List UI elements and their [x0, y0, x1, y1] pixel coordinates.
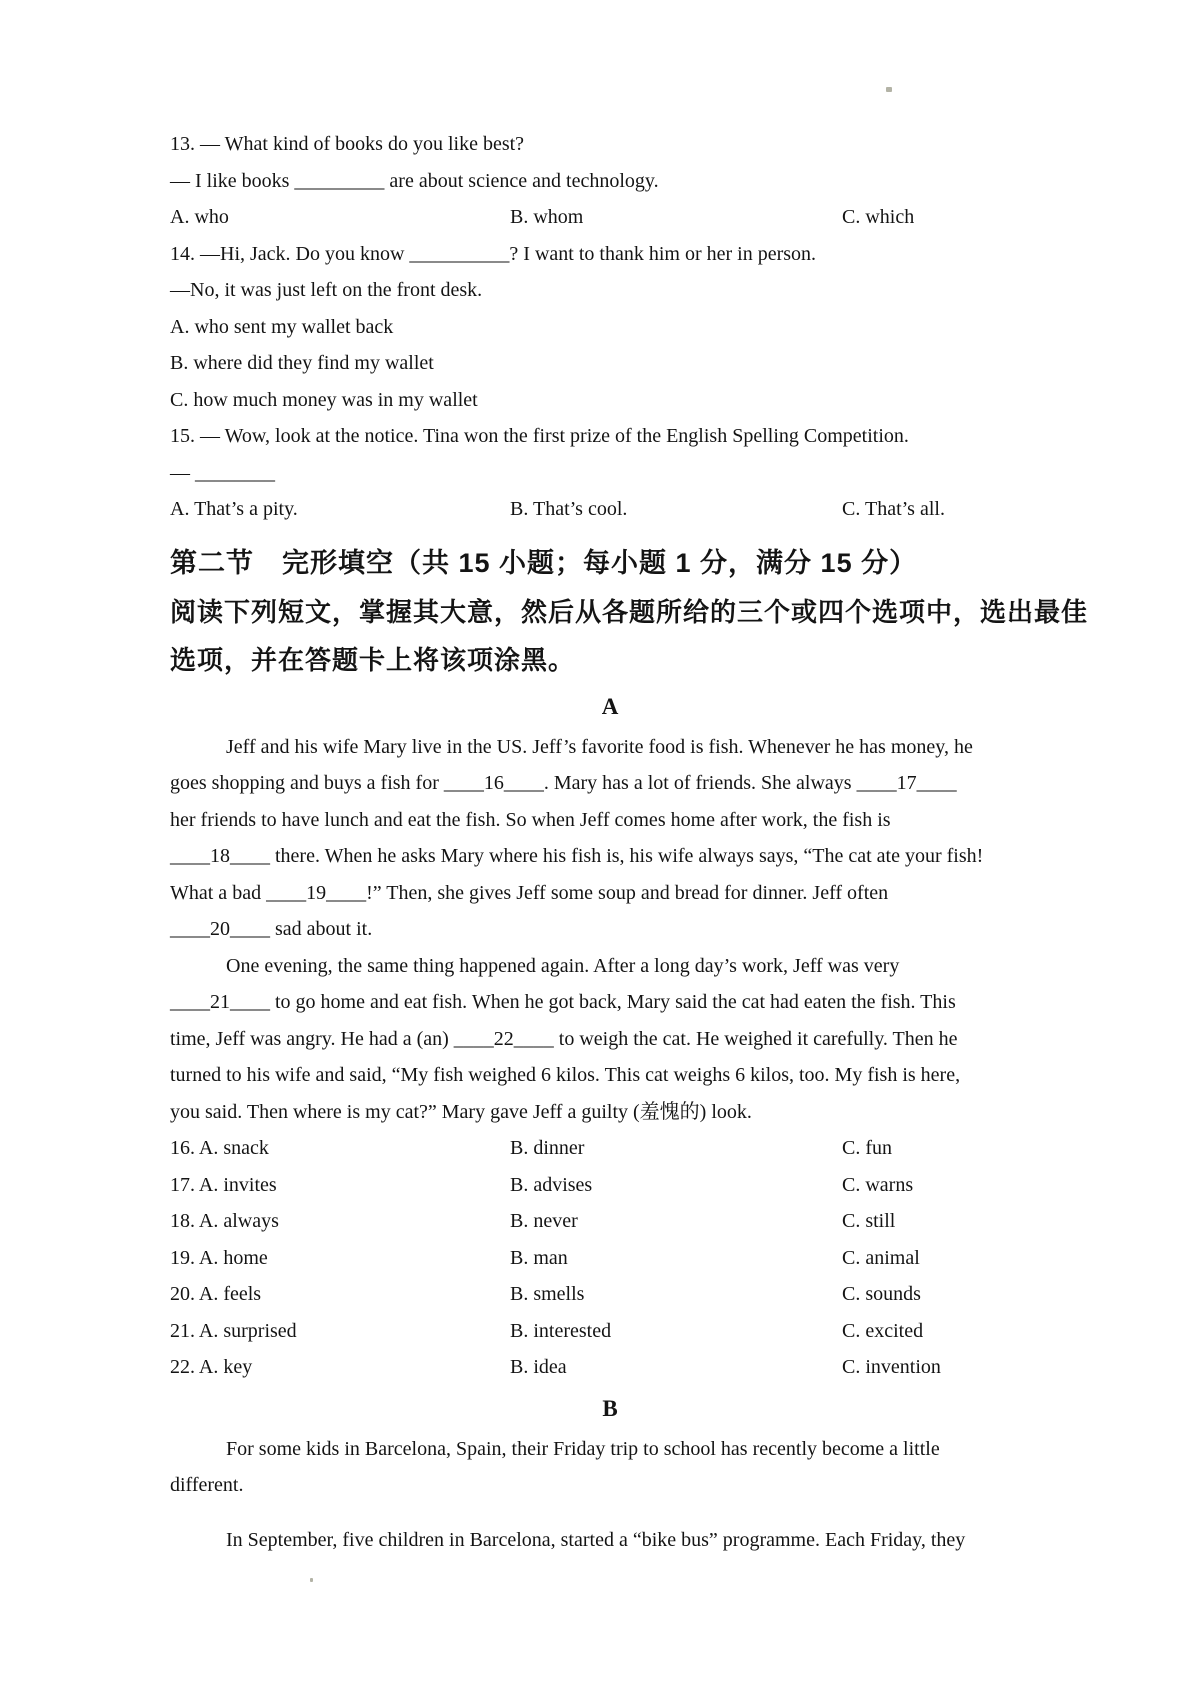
cloze-section-heading: 第二节 完形填空（共 15 小题；每小题 1 分，满分 15 分）	[170, 547, 918, 578]
passage-a-p2-line-1: One evening, the same thing happened again. After a long day’s work, Jeff was very	[226, 954, 900, 977]
cloze-option-row-18	[170, 1203, 1050, 1240]
cloze-18-c: C. still	[842, 1210, 896, 1232]
question-13-option-c: C. which	[842, 206, 915, 228]
passage-a-p1-line-3: her friends to have lunch and eat the fish. So when Jeff comes home after work, the fish is	[170, 808, 891, 831]
question-14-line-2: —No, it was just left on the front desk.	[170, 279, 483, 301]
cloze-option-row-21	[170, 1313, 1050, 1350]
cloze-16-b: B. dinner	[510, 1137, 585, 1159]
question-14-line-1: 14. —Hi, Jack. Do you know __________? I want to thank him or her in person.	[170, 242, 817, 265]
question-14-option-c: C. how much money was in my wallet	[170, 388, 478, 411]
passage-a-label: A	[601, 693, 619, 719]
cloze-21-c: C. excited	[842, 1319, 924, 1342]
cloze-21-b: B. interested	[510, 1319, 612, 1342]
cloze-20-a: 20. A. feels	[170, 1283, 262, 1305]
passage-a-p1-line-5: What a bad ____19____!” Then, she gives Jeff some soup and bread for dinner. Jeff often	[170, 881, 889, 904]
question-15-option-c: C. That’s all.	[842, 498, 945, 520]
passage-a-p2-line-5: you said. Then where is my cat?” Mary gave Jeff a guilty (羞愧的) look.	[170, 1100, 752, 1123]
passage-b-paragraph-2	[170, 1522, 1050, 1559]
cloze-19-c: C. animal	[842, 1246, 920, 1269]
question-13-options	[170, 199, 1050, 236]
cloze-17-b: B. advises	[510, 1173, 593, 1196]
cloze-option-row-19	[170, 1240, 1050, 1277]
passage-a-p2-line-2: ____21____ to go home and eat fish. When he got back, Mary said the cat had eaten the fish. This	[170, 991, 956, 1013]
cloze-18-b: B. never	[510, 1210, 578, 1232]
question-14-option-b: B. where did they find my wallet	[170, 352, 434, 374]
question-15-options	[170, 491, 1050, 528]
cloze-21-a: 21. A. surprised	[170, 1319, 297, 1342]
cloze-option-row-22	[170, 1349, 1050, 1386]
passage-a-p1-line-6: ____20____ sad about it.	[170, 918, 373, 940]
question-15-blank-line: — ________	[170, 461, 275, 484]
scan-artifact-dot	[310, 1578, 313, 1582]
cloze-option-row-20	[170, 1276, 1050, 1313]
question-13-line-2: — I like books _________ are about science and technology.	[170, 169, 659, 192]
passage-a-paragraph-1	[170, 729, 1050, 948]
question-15-option-a: A. That’s a pity.	[170, 498, 298, 520]
cloze-instructions-line-2: 选项，并在答题卡上将该项涂黑。	[170, 644, 576, 675]
cloze-18-a: 18. A. always	[170, 1210, 279, 1232]
cloze-16-c: C. fun	[842, 1137, 892, 1159]
passage-a-paragraph-2	[170, 948, 1050, 1131]
question-15-line-1: 15. — Wow, look at the notice. Tina won the first prize of the English Spelling Competition.	[170, 425, 909, 447]
question-13-option-b: B. whom	[510, 206, 584, 228]
passage-b-label: B	[602, 1395, 618, 1421]
question-13-option-a: A. who	[170, 206, 229, 228]
passage-b-p1-line-2: different.	[170, 1474, 244, 1496]
passage-a-p2-line-4: turned to his wife and said, “My fish weighed 6 kilos. This cat weighs 6 kilos, too. My fish is here,	[170, 1064, 961, 1086]
passage-a-p1-line-4: ____18____ there. When he asks Mary where his fish is, his wife always says, “The cat ate your fish!	[170, 845, 984, 867]
cloze-22-c: C. invention	[842, 1356, 941, 1378]
passage-b-p2-line-1: In September, five children in Barcelona, started a “bike bus” programme. Each Friday, they	[226, 1528, 966, 1551]
cloze-17-a: 17. A. invites	[170, 1173, 277, 1196]
cloze-22-b: B. idea	[510, 1356, 567, 1378]
question-14-option-a: A. who sent my wallet back	[170, 315, 394, 338]
passage-a-p1-line-2: goes shopping and buys a fish for ____16____. Mary has a lot of friends. She always ____17____	[170, 772, 957, 794]
cloze-19-b: B. man	[510, 1246, 568, 1269]
cloze-22-a: 22. A. key	[170, 1356, 253, 1378]
cloze-option-row-17	[170, 1167, 1050, 1204]
question-13-line-1: 13. — What kind of books do you like best?	[170, 133, 525, 155]
cloze-20-c: C. sounds	[842, 1283, 921, 1305]
passage-a-p1-line-1: Jeff and his wife Mary live in the US. Jeff’s favorite food is fish. Whenever he has money, he	[226, 735, 973, 758]
passage-b-p1-line-1: For some kids in Barcelona, Spain, their Friday trip to school has recently become a little	[226, 1437, 940, 1460]
cloze-option-row-16	[170, 1130, 1050, 1167]
cloze-19-a: 19. A. home	[170, 1246, 268, 1269]
question-15-option-b: B. That’s cool.	[510, 498, 628, 520]
scan-artifact-dot	[886, 87, 892, 92]
page-content	[170, 126, 1089, 1558]
cloze-instructions-line-1: 阅读下列短文，掌握其大意，然后从各题所给的三个或四个选项中，选出最佳	[170, 596, 1089, 627]
passage-a-p2-line-3: time, Jeff was angry. He had a (an) ____22____ to weigh the cat. He weighed it carefully. Then he	[170, 1027, 958, 1050]
cloze-16-a: 16. A. snack	[170, 1137, 269, 1159]
cloze-20-b: B. smells	[510, 1283, 585, 1305]
passage-b-paragraph-1	[170, 1431, 1050, 1504]
cloze-17-c: C. warns	[842, 1173, 914, 1196]
